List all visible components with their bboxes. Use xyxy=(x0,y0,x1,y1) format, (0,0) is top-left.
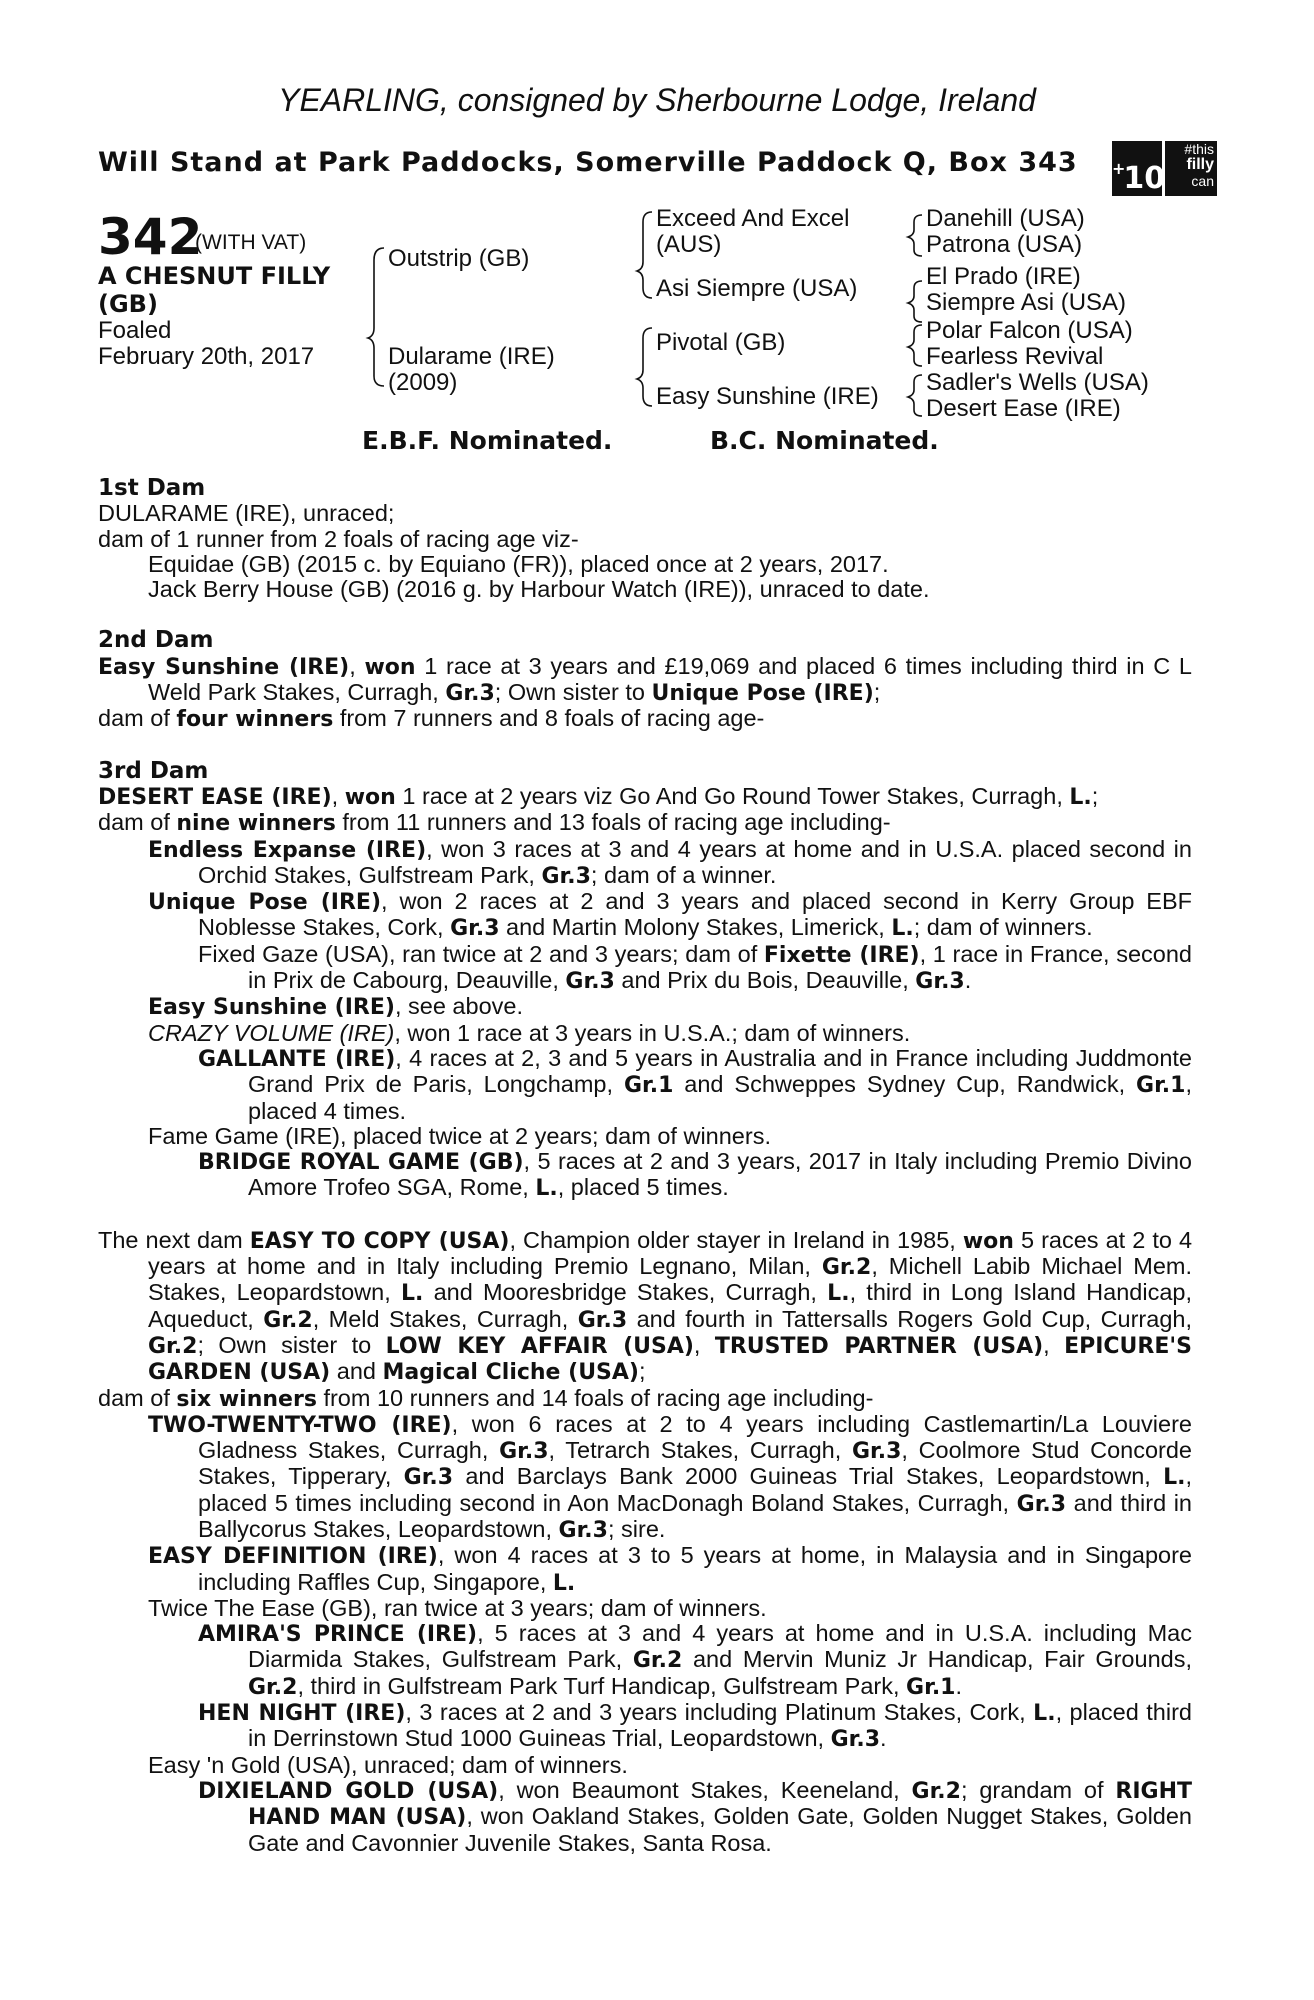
foaled-label: Foaled xyxy=(98,317,172,344)
sire-dam-dam: Siempre Asi (USA) xyxy=(926,289,1127,316)
next-dam-produce: dam of six winners from 10 runners and 14 foals of racing age including- xyxy=(98,1384,874,1412)
brace-gen3d xyxy=(908,375,922,416)
stand-location: Will Stand at Park Paddocks, Somerville Paddock Q, Box 343 xyxy=(98,147,1078,178)
third-dam-text: DESERT EASE (IRE), won 1 race at 2 years viz Go And Go Round Tower Stakes, Curragh, L.; dam of nine winners from 11 runners and 13 foals of racing age including- xyxy=(98,782,1099,837)
sire-name: Outstrip (GB) xyxy=(388,245,530,272)
sire-dam: Asi Siempre (USA) xyxy=(656,275,858,302)
produce-item: AMIRA'S PRINCE (IRE), 5 races at 3 and 4 years at home and in U.S.A. including Mac Diarmida Stakes, Gulfstream Park, Gr.2 and Mervin Muniz Jr Handicap, Fair Grounds, Gr.2, third in Gulfstream Park Turf Handicap, Gulfstream Park, Gr.1. xyxy=(198,1620,1193,1700)
produce-item: Unique Pose (IRE), won 2 races at 2 and 3 years and placed second in Kerry Group EBF Noblesse Stakes, Cork, Gr.3 and Martin Molony Stakes, Limerick, L.; dam of winners. xyxy=(148,888,1193,942)
produce-item: HEN NIGHT (IRE), 3 races at 2 and 3 years including Platinum Stakes, Cork, L., placed third in Derrinstown Stud 1000 Guineas Trial, Leopardstown, Gr.3. xyxy=(198,1699,1192,1753)
second-dam-text: Easy Sunshine (IRE), won 1 race at 3 years and £19,069 and placed 6 times including third in C L Weld Park Stakes, Curragh, Gr.3; Own sister to Unique Pose (IRE); xyxy=(98,652,1192,707)
plus10-badge-icon: +10 xyxy=(1112,141,1162,196)
first-dam-text: DULARAME (IRE), unraced; dam of 1 runner from 2 foals of racing age viz- xyxy=(98,500,579,552)
produce-item: EASY DEFINITION (IRE), won 4 races at 3 to 5 years at home, in Malaysia and in Singapore including Raffles Cup, Singapore, L. xyxy=(148,1542,1192,1596)
second-dam-heading: 2nd Dam xyxy=(98,627,214,654)
produce-item: TWO-TWENTY-TWO (IRE), won 6 races at 2 to 4 years including Castlemartin/La Louviere Gladness Stakes, Curragh, Gr.3, Tetrarch Stakes, Curragh, Gr.3, Coolmore Stud Concorde Stakes, Tipperary, Gr.3 and Barclays Bank 2000 Guineas Trial Stakes, Leopardstown, L., placed 5 times including second in Aon MacDonagh Boland Stakes, Curragh, Gr.3 and third in Ballycorus Stakes, Leopardstown, Gr.3; sire. xyxy=(148,1410,1192,1543)
produce-item: Easy 'n Gold (USA), unraced; dam of winners. xyxy=(148,1751,628,1778)
bc-nomination: B.C. Nominated. xyxy=(710,426,939,455)
produce-item: CRAZY VOLUME (IRE), won 1 race at 3 years in U.S.A.; dam of winners. xyxy=(148,1019,911,1046)
next-dam-text: The next dam EASY TO COPY (USA), Champion older stayer in Ireland in 1985, won 5 races at 2 to 4 years at home and in Italy including Premio Legnano, Milan, Gr.2, Michell Labib Michael Mem. Stakes, Leopardstown, L. and Mooresbridge Stakes, Curragh, L., third in Long Island Handicap, Aqueduct, Gr.2, Meld Stakes, Curragh, Gr.3 and fourth in Tattersalls Rogers Gold Cup, Curragh, Gr.2; Own sister to LOW KEY AFFAIR (USA), TRUSTED PARTNER (USA), EPICURE'S GARDEN (USA) and Magical Cliche (USA); xyxy=(98,1226,1193,1386)
dam-dam: Easy Sunshine (IRE) xyxy=(656,383,879,410)
dam-sire-dam: Fearless Revival xyxy=(926,343,1104,370)
brace-gen2a xyxy=(637,212,652,298)
catalogue-body xyxy=(98,476,1192,1856)
dam-sire: Pivotal (GB) xyxy=(656,329,786,356)
brace-gen2b xyxy=(637,328,652,406)
produce-item: Fixed Gaze (USA), ran twice at 2 and 3 years; dam of Fixette (IRE), 1 race in France, second in Prix de Cabourg, Deauville, Gr.3 and Prix du Bois, Deauville, Gr.3. xyxy=(198,940,1192,995)
sire-sire-country: (AUS) xyxy=(656,231,722,258)
produce-list: Equidae (GB) (2015 c. by Equiano (FR)), placed once at 2 years, 2017. Jack Berry House (GB) (2016 g. by Harbour Watch (IRE)), unraced to date. xyxy=(148,550,930,603)
sire-sire-sire: Danehill (USA) xyxy=(926,205,1085,232)
third-dam-heading: 3rd Dam xyxy=(98,757,209,784)
produce-item: Fame Game (IRE), placed twice at 2 years; dam of winners. xyxy=(148,1122,771,1149)
brace-gen1 xyxy=(368,248,384,386)
produce-item: GALLANTE (IRE), 4 races at 2, 3 and 5 years in Australia and in France including Juddmonte Grand Prix de Paris, Longchamp, Gr.1 and Schweppes Sydney Cup, Randwick, Gr.1, placed 4 times. xyxy=(198,1044,1192,1124)
produce-item: Easy Sunshine (IRE), see above. xyxy=(148,993,523,1021)
brace-gen3a xyxy=(908,215,922,256)
this-filly-can-badge-icon: #this filly can xyxy=(1165,141,1217,196)
brace-gen3c xyxy=(908,325,922,366)
foaled-date: February 20th, 2017 xyxy=(98,343,315,370)
dam-dam-sire: Sadler's Wells (USA) xyxy=(926,369,1149,396)
horse-name: A CHESNUT FILLY (GB) xyxy=(98,262,331,318)
dam-dam-dam: Desert Ease (IRE) xyxy=(926,395,1121,422)
second-dam-produce: dam of four winners from 7 runners and 8 foals of racing age- xyxy=(98,705,765,733)
sire-sire: Exceed And Excel xyxy=(656,205,850,232)
sire-sire-dam: Patrona (USA) xyxy=(926,231,1083,258)
brace-gen3b xyxy=(908,281,922,322)
produce-item: BRIDGE ROYAL GAME (GB), 5 races at 2 and 3 years, 2017 in Italy including Premio Divino Amore Trofeo SGA, Rome, L., placed 5 times. xyxy=(198,1148,1192,1202)
lot-number: 342 xyxy=(98,208,203,266)
produce-item: Endless Expanse (IRE), won 3 races at 3 and 4 years at home and in U.S.A. placed second in Orchid Stakes, Gulfstream Park, Gr.3; dam of a winner. xyxy=(148,835,1192,889)
dam-name: Dularame (IRE) xyxy=(388,343,555,370)
produce-item: Twice The Ease (GB), ran twice at 3 years; dam of winners. xyxy=(148,1594,767,1621)
first-dam-heading: 1st Dam xyxy=(98,475,206,501)
ebf-nomination: E.B.F. Nominated. xyxy=(362,426,613,455)
page-title: YEARLING, consigned by Sherbourne Lodge, Ireland xyxy=(278,82,1036,118)
dam-sire-sire: Polar Falcon (USA) xyxy=(926,317,1133,344)
produce-item: DIXIELAND GOLD (USA), won Beaumont Stakes, Keeneland, Gr.2; grandam of RIGHT HAND MAN (USA), won Oakland Stakes, Golden Gate, Golden Nugget Stakes, Golden Gate and Cavonnier Juvenile Stakes, Santa Rosa. xyxy=(198,1776,1192,1856)
sire-dam-sire: El Prado (IRE) xyxy=(926,263,1081,290)
dam-year: (2009) xyxy=(388,369,458,396)
vat-note: (WITH VAT) xyxy=(195,231,307,254)
